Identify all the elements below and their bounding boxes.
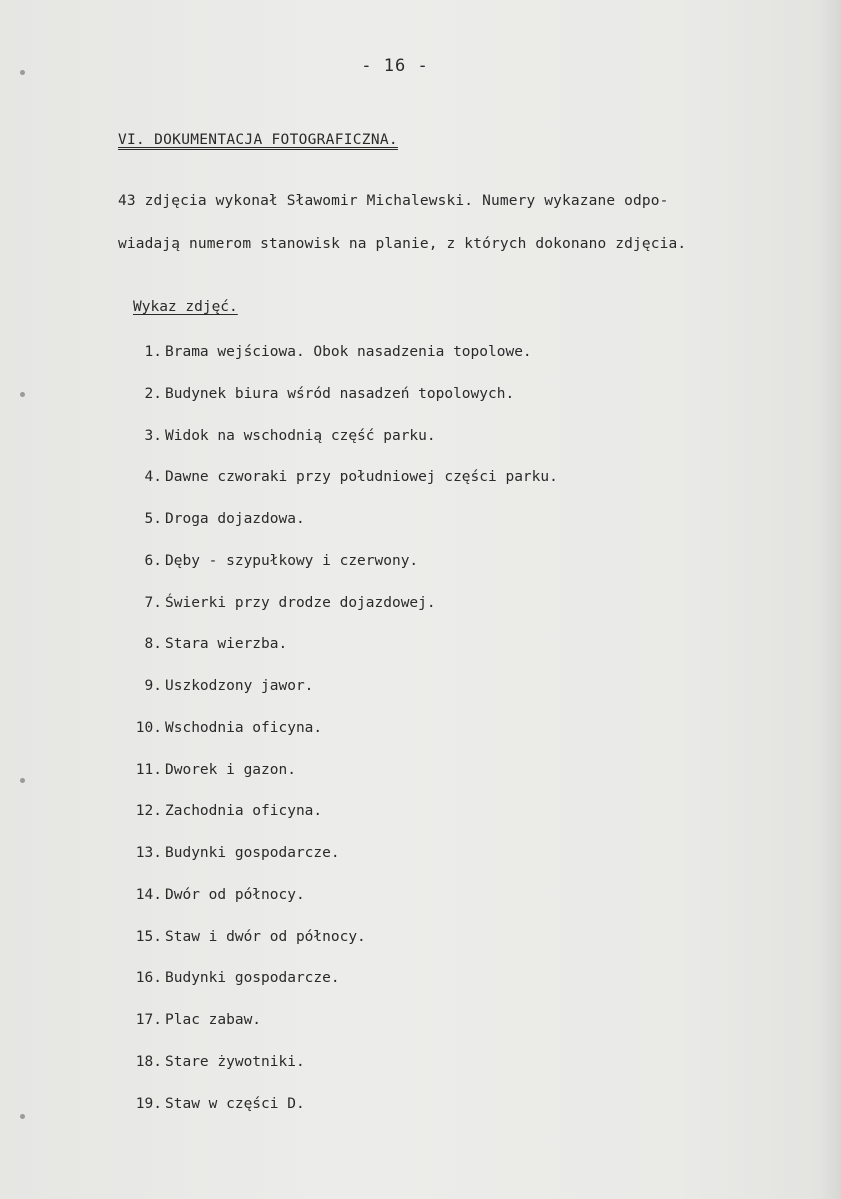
- list-item: [118, 803, 558, 845]
- page-edge-shadow: [819, 0, 841, 1199]
- list-item-text: Staw w części D.: [165, 1095, 305, 1112]
- list-item-number: 10.: [135, 719, 162, 736]
- list-item: [118, 386, 558, 428]
- list-item-number: 2.: [144, 385, 162, 402]
- intro-line-1: 43 zdjęcia wykonał Sławomir Michalewski. Numery wykazane odpo-: [118, 193, 669, 209]
- list-item: [118, 1054, 558, 1096]
- page-number: - 16 -: [361, 56, 429, 76]
- list-item: [118, 762, 558, 804]
- list-item: [118, 428, 558, 470]
- list-item: [118, 720, 558, 762]
- list-item-text: Budynki gospodarcze.: [165, 845, 340, 861]
- photo-list: [118, 344, 558, 1137]
- list-item-number: 17.: [135, 1012, 162, 1028]
- list-item-number: 4.: [144, 469, 162, 486]
- list-item-text: Plac zabaw.: [165, 1012, 262, 1028]
- list-item-text: Zachodnia oficyna.: [165, 803, 323, 820]
- list-item-text: Stare żywotniki.: [165, 1053, 305, 1070]
- list-item-text: Staw i dwór od północy.: [165, 928, 366, 945]
- list-item-text: Dworek i gazon.: [165, 761, 296, 778]
- list-item: [118, 887, 558, 929]
- punch-hole-mark: [20, 70, 25, 75]
- punch-hole-mark: [20, 778, 25, 783]
- list-item-number: 19.: [135, 1095, 162, 1112]
- list-item-text: Dęby - szypułkowy i czerwony.: [165, 552, 419, 569]
- list-item-number: 8.: [144, 636, 162, 653]
- list-item-number: 14.: [135, 886, 162, 903]
- list-item: [118, 678, 558, 720]
- list-item-number: 5.: [144, 511, 162, 527]
- list-item-number: 9.: [144, 678, 162, 694]
- list-item: [118, 929, 558, 971]
- list-item-text: Budynki gospodarcze.: [165, 970, 340, 987]
- list-item-number: 15.: [135, 928, 162, 945]
- list-item-number: 7.: [144, 594, 162, 611]
- list-item-text: Stara wierzba.: [165, 636, 288, 653]
- list-item-text: Świerki przy drodze dojazdowej.: [165, 594, 436, 611]
- list-item-number: 3.: [144, 427, 162, 444]
- list-item: [118, 469, 558, 511]
- list-item-number: 13.: [135, 845, 162, 861]
- list-item-text: Dwór od północy.: [165, 886, 305, 903]
- list-item-text: Wschodnia oficyna.: [165, 719, 323, 736]
- intro-line-2: wiadają numerom stanowisk na planie, z których dokonano zdjęcia.: [118, 236, 687, 252]
- list-item: [118, 344, 558, 386]
- list-item: [118, 845, 558, 887]
- list-item: [118, 511, 558, 553]
- list-item-text: Uszkodzony jawor.: [165, 678, 314, 694]
- section-title: VI. DOKUMENTACJA FOTOGRAFICZNA.: [118, 132, 398, 148]
- list-item: [118, 970, 558, 1012]
- list-item-text: Droga dojazdowa.: [165, 511, 305, 527]
- list-item-number: 1.: [144, 344, 162, 360]
- list-item: [118, 1012, 558, 1054]
- list-item: [118, 636, 558, 678]
- list-item-number: 16.: [135, 970, 162, 987]
- list-item-number: 12.: [135, 803, 162, 820]
- list-item: [118, 595, 558, 637]
- punch-hole-mark: [20, 1114, 25, 1119]
- list-item-text: Dawne czworaki przy południowej części parku.: [165, 469, 558, 486]
- list-item-number: 11.: [135, 761, 162, 778]
- list-item-text: Brama wejściowa. Obok nasadzenia topolowe.: [165, 344, 532, 360]
- list-item: [118, 553, 558, 595]
- list-item: [118, 1096, 558, 1138]
- list-item-number: 6.: [144, 552, 162, 569]
- list-item-text: Widok na wschodnią część parku.: [165, 427, 436, 444]
- list-item-text: Budynek biura wśród nasadzeń topolowych.: [165, 385, 515, 402]
- list-heading: Wykaz zdjęć.: [133, 299, 238, 315]
- punch-hole-mark: [20, 392, 25, 397]
- list-item-number: 18.: [135, 1053, 162, 1070]
